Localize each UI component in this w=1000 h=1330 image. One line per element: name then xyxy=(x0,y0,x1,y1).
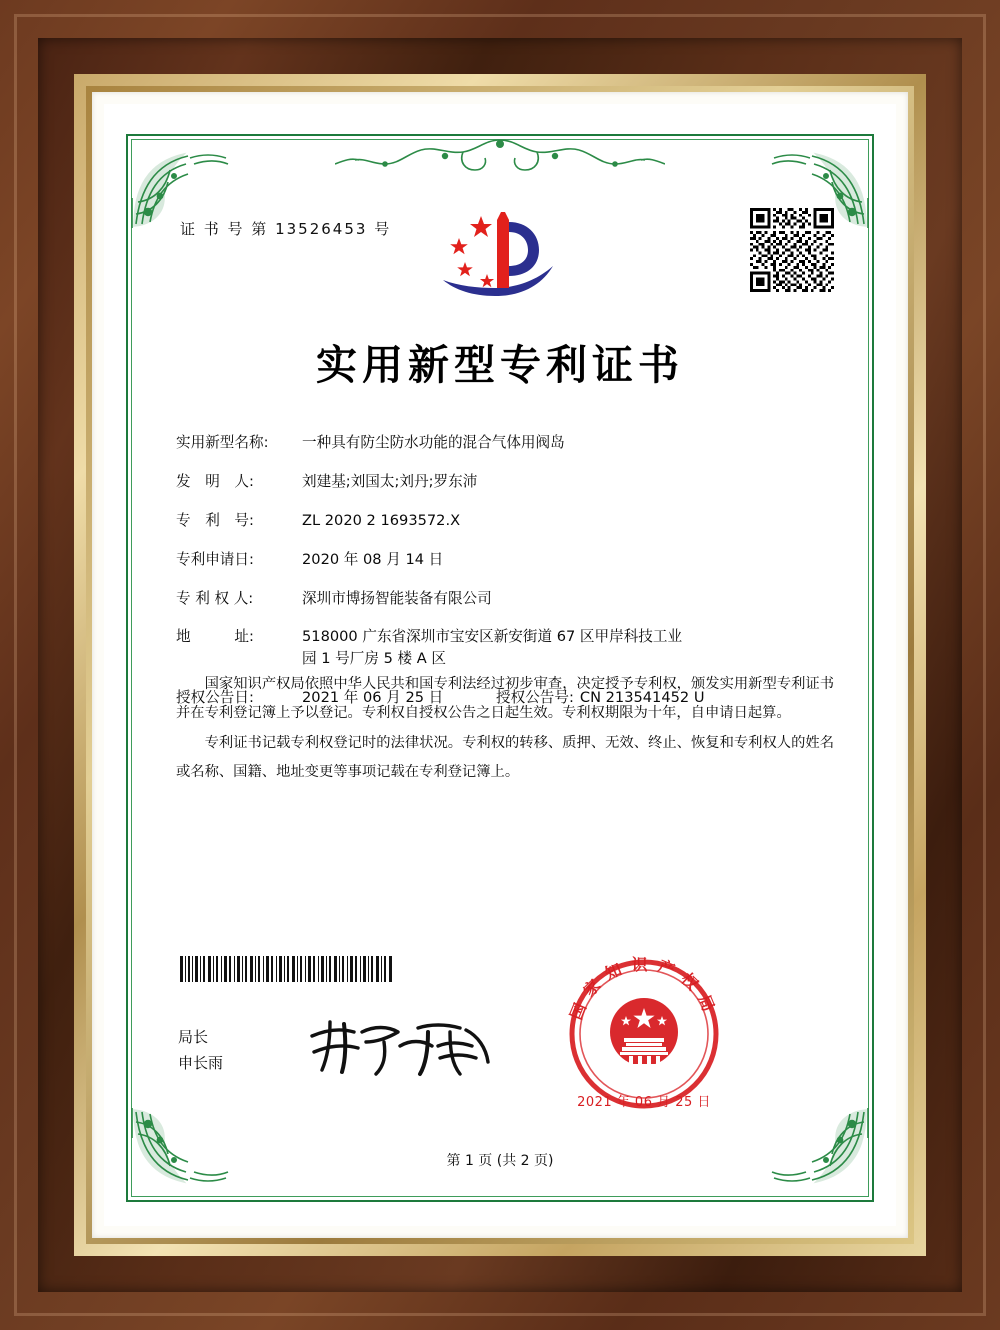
qr-code-icon xyxy=(750,208,834,292)
certificate-number: 证 书 号 第 13526453 号 xyxy=(180,220,392,238)
page-title: 实用新型专利证书 xyxy=(316,341,684,389)
signature-name: 申长雨 xyxy=(178,1054,224,1073)
field-application-date xyxy=(176,549,836,571)
body-paragraph-1: 国家知识产权局依照中华人民共和国专利法经过初步审查，决定授予专利权，颁发实用新型专利证书并在专利登记簿上予以登记。专利权自授权公告之日起生效。专利权期限为十年，自申请日起算。 xyxy=(176,676,834,721)
field-value-line1: 518000 广东省深圳市宝安区新安街道 67 区甲岸科技工业 xyxy=(302,628,683,646)
field-label: 专 利 号: xyxy=(176,511,254,529)
signature-role: 局长 xyxy=(178,1028,209,1046)
body-paragraph-2: 专利证书记载专利权登记时的法律状况。专利权的转移、质押、无效、终止、恢复和专利权人的姓名或名称、国籍、地址变更等事项记载在专利登记簿上。 xyxy=(176,735,834,780)
barcode-icon xyxy=(178,956,396,982)
field-value: 刘建基;刘国太;刘丹;罗东沛 xyxy=(302,472,478,490)
top-center-ornament-icon xyxy=(335,134,665,180)
field-label: 专 利 权 人: xyxy=(176,589,254,607)
field-label: 发 明 人: xyxy=(176,472,254,490)
field-value xyxy=(302,626,836,670)
field-address xyxy=(176,626,836,670)
field-inventors xyxy=(176,471,836,493)
svg-text:国家知识产权局: 国家知识产权局 xyxy=(566,955,722,1023)
field-value-line2: 园 1 号厂房 5 楼 A 区 xyxy=(302,650,446,668)
svg-text:2021 年 06 月 25 日: 2021 年 06 月 25 日 xyxy=(577,1095,711,1110)
signature-block xyxy=(178,1024,223,1077)
certificate-page xyxy=(104,104,896,1226)
field-value: 一种具有防尘防水功能的混合气体用阀岛 xyxy=(302,434,565,451)
field-label: 专利申请日: xyxy=(176,550,254,568)
cnipa-logo-icon xyxy=(435,208,565,300)
field-label: 授权公告号: xyxy=(496,689,574,707)
field-label: 授权公告日: xyxy=(176,689,254,707)
field-value: 深圳市博扬智能装备有限公司 xyxy=(302,589,492,607)
field-value: ZL 2020 2 1693572.X xyxy=(302,511,461,529)
page-footer: 第 1 页 (共 2 页) xyxy=(446,1153,554,1169)
field-value: 2021 年 06 月 25 日 xyxy=(302,689,444,707)
field-label: 地 址: xyxy=(176,628,254,646)
field-patent-number xyxy=(176,510,836,532)
official-seal-icon xyxy=(556,946,732,1122)
handwritten-signature-icon xyxy=(300,1012,500,1082)
field-value: CN 213541452 U xyxy=(579,689,705,707)
field-label: 实用新型名称: xyxy=(176,434,269,451)
field-value: 2020 年 08 月 14 日 xyxy=(302,550,444,568)
field-utility-model-name xyxy=(176,432,836,454)
certificate-body-text xyxy=(176,670,834,788)
field-patentee xyxy=(176,588,836,610)
